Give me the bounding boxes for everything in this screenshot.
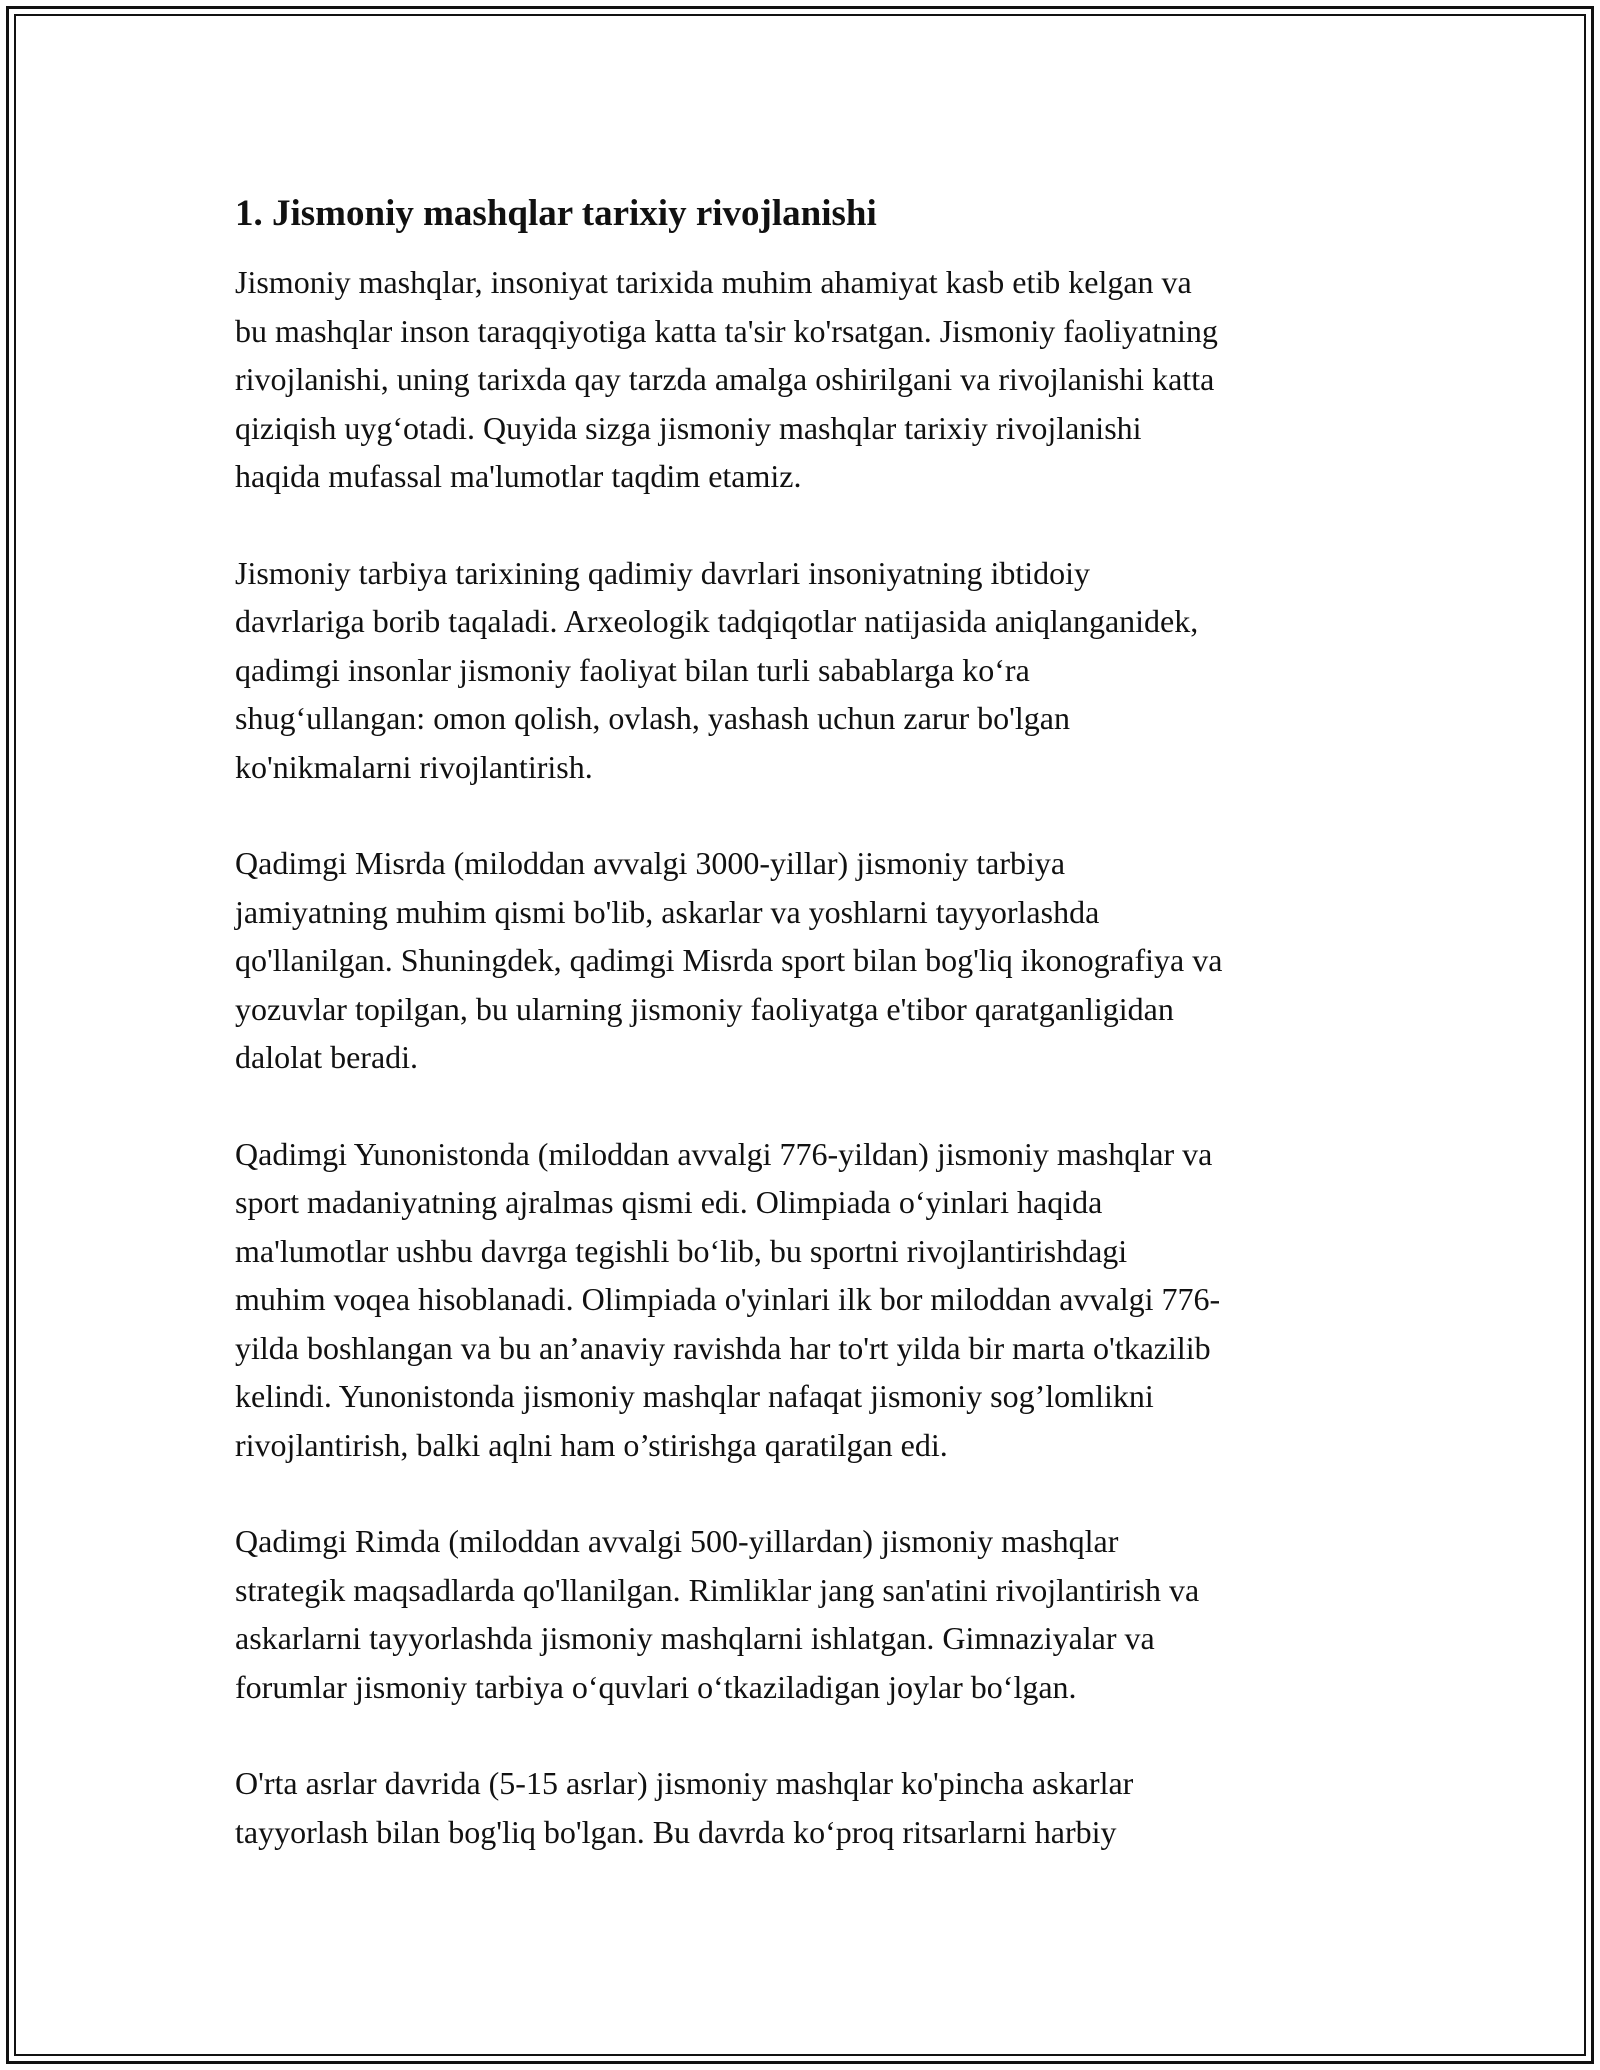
paragraph-line: Jismoniy tarbiya tarixining qadimiy davrlari insoniyatning ibtidoiy [235, 554, 1090, 591]
paragraph-line: yilda boshlangan va bu an’anaviy ravishda har to'rt yilda bir marta o'tkazilib [235, 1329, 1211, 1366]
section-heading: 1. Jismoniy mashqlar tarixiy rivojlanishi [235, 193, 877, 234]
paragraph-line: rivojlanishi, uning tarixda qay tarzda amalga oshirilgani va rivojlanishi katta [235, 361, 1215, 397]
paragraph [235, 1517, 1375, 1711]
paragraph-line: ma'lumotlar ushbu davrga tegishli bo‘lib, bu sportni rivojlantirishdagi [235, 1232, 1128, 1269]
paragraph-line: Jismoniy mashqlar, insoniyat tarixida muhim ahamiyat kasb etib kelgan va [235, 264, 1192, 300]
paragraph-line: strategik maqsadlarda qo'llanilgan. Rimliklar jang san'atini rivojlantirish va [235, 1571, 1200, 1608]
paragraph-line: yozuvlar topilgan, bu ularning jismoniy faoliyatga e'tibor qaratganligidan [235, 990, 1174, 1027]
paragraph-line: muhim voqea hisoblanadi. Olimpiada o'yinlari ilk bor miloddan avvalgi 776- [235, 1281, 1221, 1317]
paragraph-line: qo'llanilgan. Shuningdek, qadimgi Misrda sport bilan bog'liq ikonografiya va [235, 942, 1223, 978]
paragraph [235, 1759, 1375, 1856]
paragraph-line: davrlariga borib taqaladi. Arxeologik tadqiqotlar natijasida aniqlanganidek, [235, 603, 1199, 639]
paragraph-line: tayyorlash bilan bog'liq bo'lgan. Bu davrda ko‘proq ritsarlarni harbiy [235, 1813, 1117, 1850]
paragraph [235, 839, 1375, 1082]
paragraph-line: ko'nikmalarni rivojlantirish. [235, 748, 593, 785]
paragraph-line: Qadimgi Misrda (miloddan avvalgi 3000-yillar) jismoniy tarbiya [235, 845, 1066, 881]
paragraph [235, 549, 1375, 792]
paragraph-line: dalolat beradi. [235, 1039, 419, 1075]
paragraph-line: jamiyatning muhim qismi bo'lib, askarlar va yoshlarni tayyorlashda [235, 893, 1100, 930]
paragraph [235, 258, 1375, 501]
paragraph-line: qiziqish uyg‘otadi. Quyida sizga jismoniy mashqlar tarixiy rivojlanishi [235, 409, 1142, 446]
document-body [235, 188, 1375, 1904]
paragraph-line: rivojlantirish, balki aqlni ham o’stirishga qaratilgan edi. [235, 1426, 948, 1463]
paragraph-line: askarlarni tayyorlashda jismoniy mashqlarni ishlatgan. Gimnaziyalar va [235, 1620, 1155, 1656]
paragraph-line: O'rta asrlar davrida (5-15 asrlar) jismoniy mashqlar ko'pincha askarlar [235, 1765, 1134, 1801]
paragraph-line: Qadimgi Rimda (miloddan avvalgi 500-yillardan) jismoniy mashqlar [235, 1523, 1119, 1559]
paragraph-line: sport madaniyatning ajralmas qismi edi. Olimpiada o‘yinlari haqida [235, 1184, 1103, 1220]
paragraph-line: forumlar jismoniy tarbiya o‘quvlari o‘tkaziladigan joylar bo‘lgan. [235, 1668, 1077, 1705]
paragraph [235, 1130, 1375, 1470]
paragraph-line: kelindi. Yunonistonda jismoniy mashqlar nafaqat jismoniy sog’lomlikni [235, 1378, 1154, 1414]
paragraph-line: qadimgi insonlar jismoniy faoliyat bilan turli sabablarga ko‘ra [235, 651, 1030, 688]
paragraph-list [235, 258, 1375, 1856]
paragraph-line: Qadimgi Yunonistonda (miloddan avvalgi 776-yildan) jismoniy mashqlar va [235, 1135, 1213, 1172]
paragraph-line: haqida mufassal ma'lumotlar taqdim etamiz. [235, 458, 802, 494]
paragraph-line: bu mashqlar inson taraqqiyotiga katta ta'sir ko'rsatgan. Jismoniy faoliyatning [235, 312, 1218, 349]
paragraph-line: shug‘ullangan: omon qolish, ovlash, yashash uchun zarur bo'lgan [235, 700, 1070, 736]
